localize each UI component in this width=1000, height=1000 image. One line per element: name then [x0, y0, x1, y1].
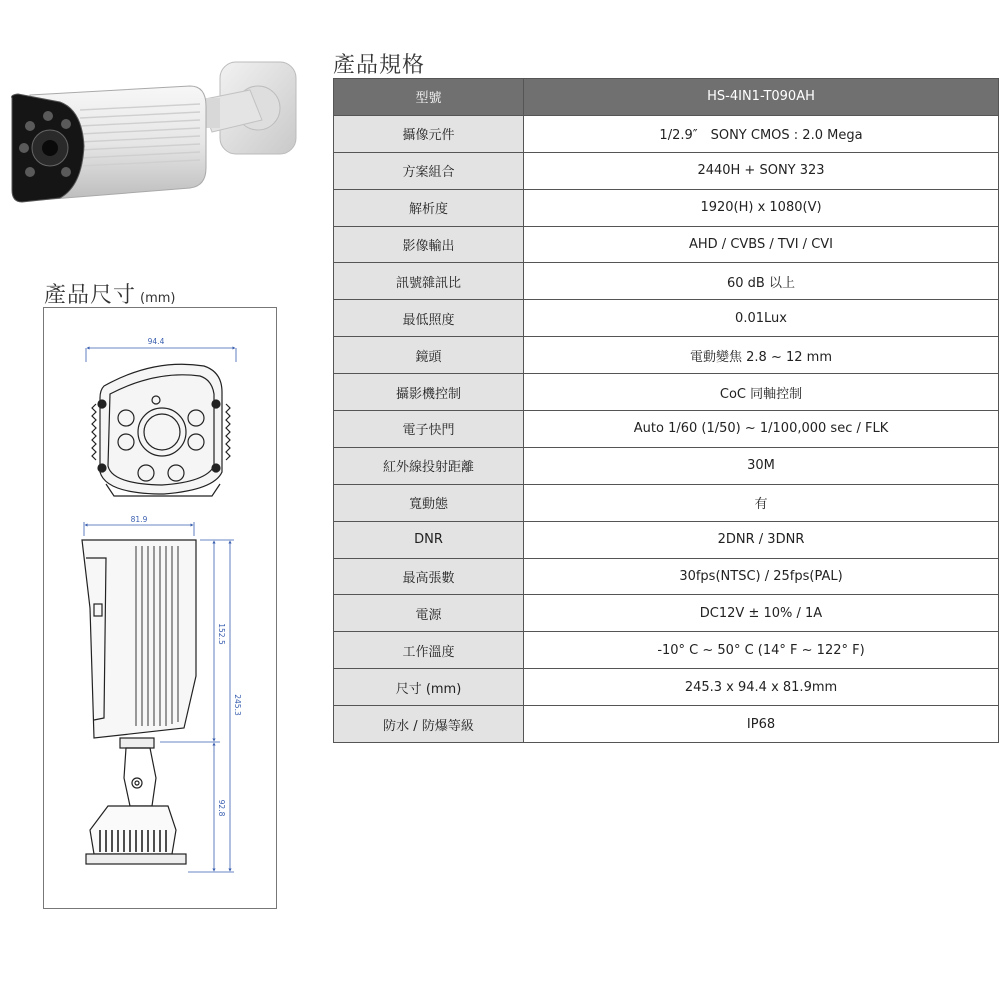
spec-value: DC12V ± 10% / 1A — [524, 595, 999, 632]
spec-label: DNR — [334, 521, 524, 558]
spec-row — [334, 374, 999, 411]
spec-label: 寬動態 — [334, 484, 524, 521]
spec-row — [334, 115, 999, 152]
spec-label: 電源 — [334, 595, 524, 632]
spec-label: 最低照度 — [334, 300, 524, 337]
spec-value: 有 — [524, 484, 999, 521]
spec-value: 1920(H) x 1080(V) — [524, 189, 999, 226]
dimensions-title-text: 產品尺寸 — [44, 283, 137, 308]
spec-row — [334, 669, 999, 706]
spec-row — [334, 79, 999, 116]
spec-label: 紅外線投射距離 — [334, 447, 524, 484]
product-photo — [0, 50, 310, 220]
spec-row — [334, 337, 999, 374]
spec-row — [334, 595, 999, 632]
spec-value: Auto 1/60 (1/50) ~ 1/100,000 sec / FLK — [524, 411, 999, 448]
spec-value: 60 dB 以上 — [524, 263, 999, 300]
spec-row — [334, 447, 999, 484]
spec-value: 245.3 x 94.4 x 81.9mm — [524, 669, 999, 706]
bracket-height-label: 92.8 — [217, 799, 226, 817]
spec-row — [334, 484, 999, 521]
spec-label: 解析度 — [334, 189, 524, 226]
spec-label: 方案組合 — [334, 152, 524, 189]
spec-label: 型號 — [334, 79, 524, 116]
front-view-drawing — [92, 364, 230, 496]
spec-row — [334, 521, 999, 558]
width-label: 94.4 — [147, 337, 165, 346]
spec-row — [334, 263, 999, 300]
spec-label: 訊號雜訊比 — [334, 263, 524, 300]
spec-title: 產品規格 — [333, 53, 426, 78]
spec-label: 攝影機控制 — [334, 374, 524, 411]
spec-row — [334, 152, 999, 189]
spec-value: 30fps(NTSC) / 25fps(PAL) — [524, 558, 999, 595]
spec-label: 最高張數 — [334, 558, 524, 595]
spec-row — [334, 632, 999, 669]
spec-label: 防水 / 防爆等級 — [334, 706, 524, 743]
spec-value: 2DNR / 3DNR — [524, 521, 999, 558]
total-height-label: 245.3 — [233, 694, 242, 716]
spec-row — [334, 411, 999, 448]
spec-row — [334, 226, 999, 263]
spec-value: -10° C ~ 50° C (14° F ~ 122° F) — [524, 632, 999, 669]
spec-row — [334, 189, 999, 226]
spec-label: 工作溫度 — [334, 632, 524, 669]
spec-table — [333, 78, 999, 743]
spec-label: 攝像元件 — [334, 115, 524, 152]
spec-value: IP68 — [524, 706, 999, 743]
spec-value: 0.01Lux — [524, 300, 999, 337]
spec-value: 電動變焦 2.8 ~ 12 mm — [524, 337, 999, 374]
dimensions-title — [44, 278, 176, 309]
spec-value: CoC 同軸控制 — [524, 374, 999, 411]
depth-label: 81.9 — [130, 515, 148, 524]
spec-value: 1/2.9″ SONY CMOS : 2.0 Mega — [524, 115, 999, 152]
spec-label: 電子快門 — [334, 411, 524, 448]
body-height-label: 152.5 — [217, 623, 226, 645]
spec-value: AHD / CVBS / TVI / CVI — [524, 226, 999, 263]
dimensions-unit: (mm) — [140, 291, 176, 306]
dimension-drawing — [44, 308, 276, 908]
spec-row — [334, 300, 999, 337]
side-view-drawing — [82, 540, 196, 864]
spec-row — [334, 706, 999, 743]
spec-label: 鏡頭 — [334, 337, 524, 374]
spec-label: 尺寸 (mm) — [334, 669, 524, 706]
depth-dimension-line — [84, 522, 194, 536]
spec-value: HS-4IN1-T090AH — [524, 79, 999, 116]
spec-value: 30M — [524, 447, 999, 484]
spec-row — [334, 558, 999, 595]
width-dimension-line — [86, 348, 236, 362]
spec-value: 2440H + SONY 323 — [524, 152, 999, 189]
spec-label: 影像輸出 — [334, 226, 524, 263]
